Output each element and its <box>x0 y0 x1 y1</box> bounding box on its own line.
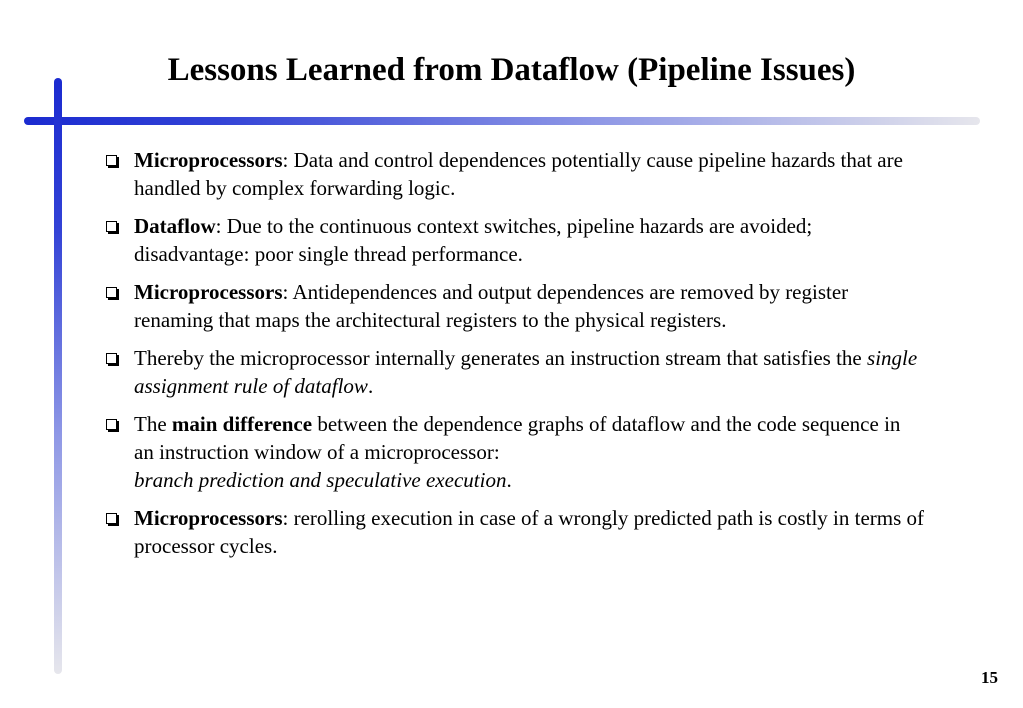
bullet-item-6 <box>104 504 924 560</box>
slide-title: Lessons Learned from Dataflow (Pipeline Issues) <box>167 52 856 88</box>
square-bullet-icon <box>106 353 117 364</box>
bullet-item-5 <box>104 410 924 494</box>
bullet-text: : rerolling execution in case of a wrongly predicted path is costly in terms of processor cycles. <box>134 506 925 558</box>
bullet-pre: The <box>134 412 172 436</box>
bullet-text: : Due to the continuous context switches, pipeline hazards are avoided; disadvantage: poor single thread performance. <box>134 214 813 266</box>
bullet-italic: single assignment rule of dataflow <box>134 346 918 398</box>
bullet-lead: Microprocessors <box>134 148 283 172</box>
bullet-lead: Dataflow <box>134 214 216 238</box>
bullet-text: : Data and control dependences potentially cause pipeline hazards that are handled by complex forwarding logic. <box>134 148 903 200</box>
bullet-item-3 <box>104 278 924 334</box>
square-bullet-icon <box>106 419 117 430</box>
bullet-text: between the dependence graphs of dataflow and the code sequence in an instruction window of a microprocessor: <box>134 412 901 464</box>
square-bullet-icon <box>106 287 117 298</box>
bullet-text: : Antidependences and output dependences are removed by register renaming that maps the architectural registers to the physical registers. <box>134 280 849 332</box>
bullet-italic: branch prediction and speculative execution <box>134 468 507 492</box>
horizontal-accent-bar <box>24 117 980 125</box>
square-bullet-icon <box>106 155 117 166</box>
page-number: 15 <box>981 668 998 687</box>
bullet-item-2 <box>104 212 924 268</box>
bullet-list <box>104 146 924 570</box>
square-bullet-icon <box>106 221 117 232</box>
bullet-tail: . <box>506 468 512 492</box>
bullet-lead: Microprocessors <box>134 280 283 304</box>
bullet-tail: . <box>367 374 374 398</box>
bullet-item-4 <box>104 344 924 400</box>
bullet-bold: main difference <box>171 412 313 436</box>
square-bullet-icon <box>106 513 117 524</box>
bullet-lead: Microprocessors <box>134 506 283 530</box>
bullet-text: Thereby the microprocessor internally generates an instruction stream that satisfies the <box>134 346 868 370</box>
bullet-item-1 <box>104 146 924 202</box>
vertical-accent-bar <box>54 78 62 674</box>
